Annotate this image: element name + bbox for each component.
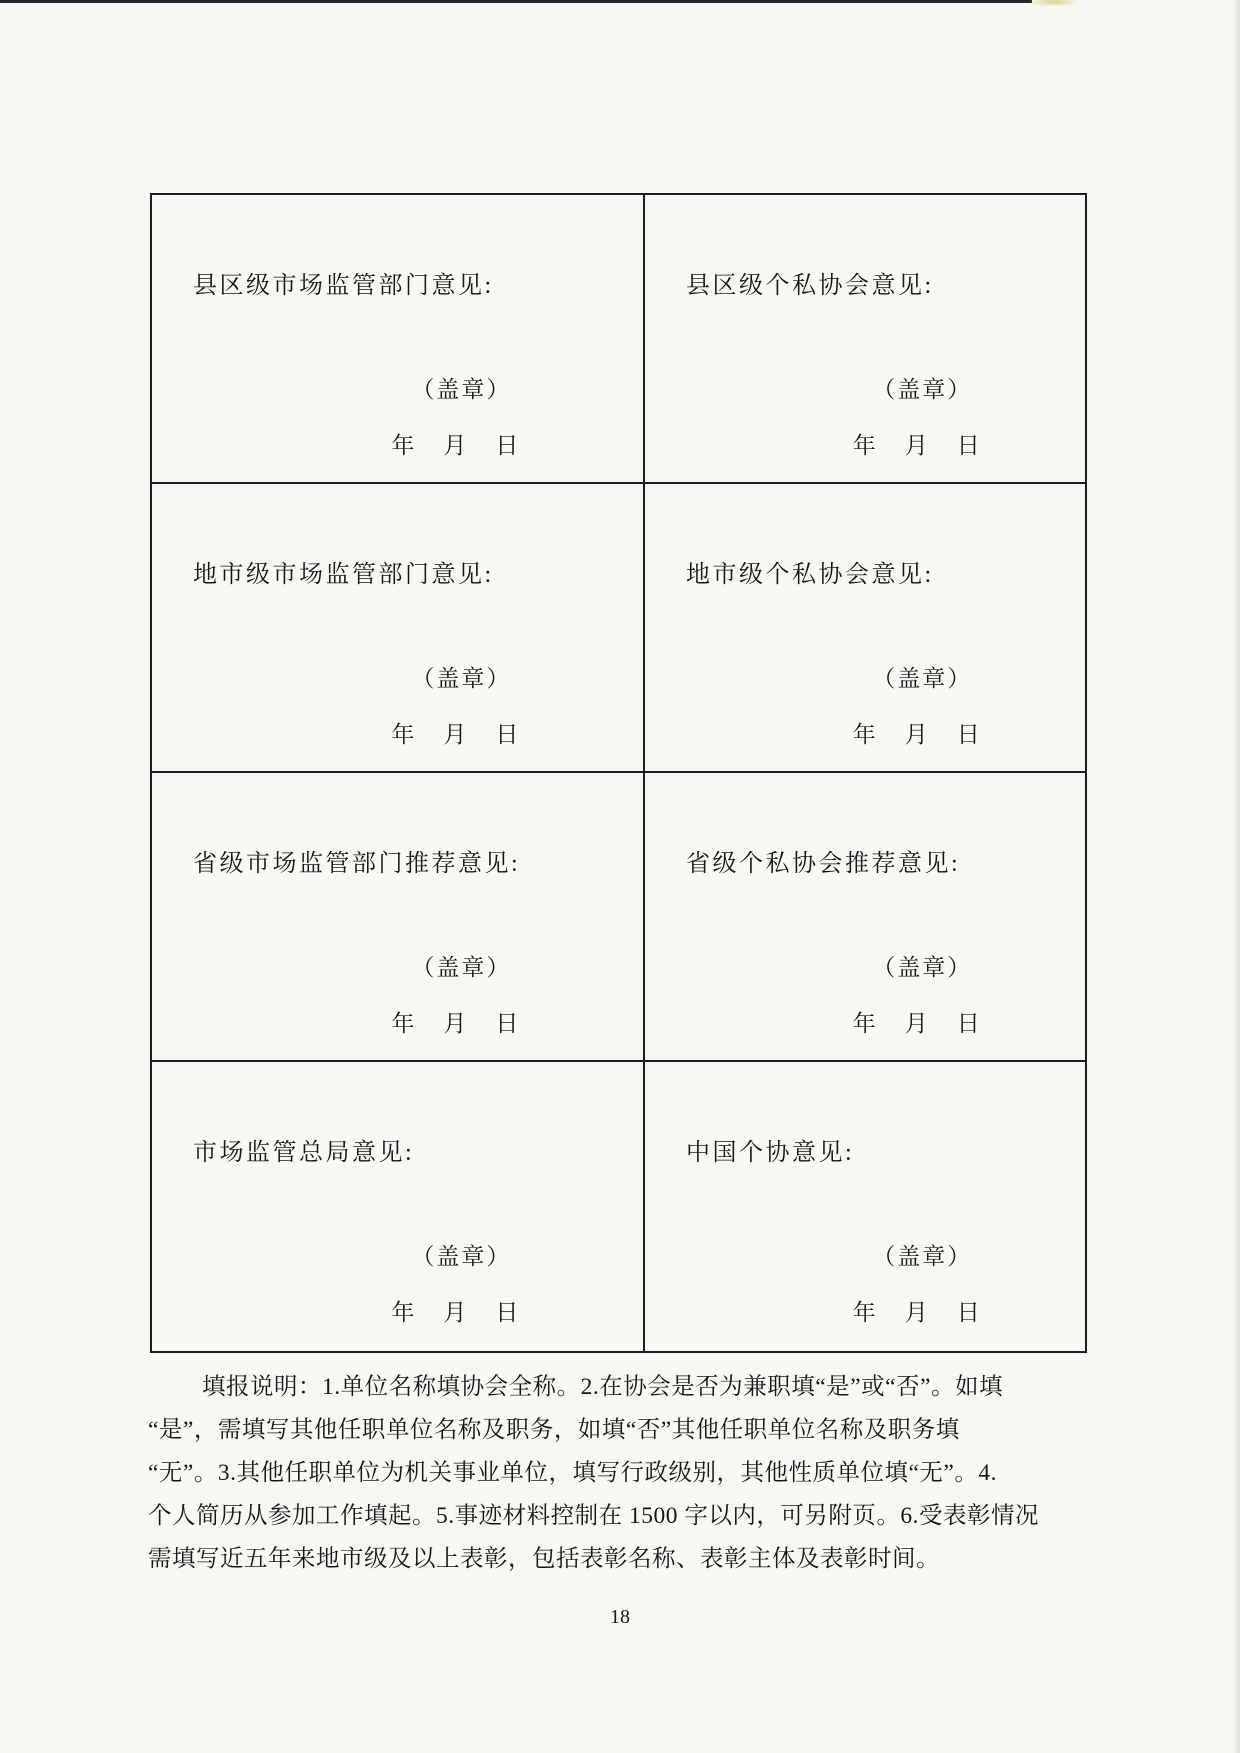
date-placeholder: 年 月 日 [852,1300,983,1325]
cell-province-private-assoc [645,773,1085,1062]
opinion-label-county-private-assoc: 县区级个私协会意见: [686,273,934,299]
note-line: “无”。3.其他任职单位为机关事业单位，填写行政级别，其他性质单位填“无”。4. [148,1460,997,1486]
opinion-label-province-private-assoc: 省级个私协会推荐意见: [686,851,961,877]
opinion-label-province-market-dept: 省级市场监管部门推荐意见: [193,851,521,877]
cell-city-market-dept [152,484,645,773]
date-placeholder: 年 月 日 [391,722,522,747]
cell-county-private-assoc [645,195,1085,484]
opinion-label-china-private-assoc: 中国个协意见: [686,1140,855,1166]
opinion-label-county-market-dept: 县区级市场监管部门意见: [193,273,494,299]
date-placeholder: 年 月 日 [391,1011,522,1036]
date-placeholder: 年 月 日 [852,1011,983,1036]
page-number: 18 [610,1606,630,1628]
scan-artifact-edge-shadow [1233,0,1240,1753]
cell-province-market-dept [152,773,645,1062]
opinion-label-city-market-dept: 地市级市场监管部门意见: [193,562,494,588]
note-line: “是”，需填写其他任职单位名称及职务，如填“否”其他任职单位名称及职务填 [148,1417,960,1443]
seal-placeholder: （盖章） [872,955,973,980]
date-placeholder: 年 月 日 [391,1300,522,1325]
seal-placeholder: （盖章） [411,1244,512,1269]
cell-china-private-assoc [645,1062,1085,1351]
seal-placeholder: （盖章） [411,377,512,402]
note-line: 填报说明：1.单位名称填协会全称。2.在协会是否为兼职填“是”或“否”。如填 [202,1374,1003,1400]
seal-placeholder: （盖章） [872,666,973,691]
opinion-label-city-private-assoc: 地市级个私协会意见: [686,562,934,588]
seal-placeholder: （盖章） [872,1244,973,1269]
cell-samr-headquarters [152,1062,645,1351]
cell-county-market-dept [152,195,645,484]
date-placeholder: 年 月 日 [852,722,983,747]
scan-artifact-smudge [1028,0,1080,7]
cell-city-private-assoc [645,484,1085,773]
date-placeholder: 年 月 日 [391,433,522,458]
scan-artifact-topline [0,0,1032,3]
seal-placeholder: （盖章） [411,666,512,691]
date-placeholder: 年 月 日 [852,433,983,458]
filling-instructions [148,1366,1104,1581]
seal-placeholder: （盖章） [872,377,973,402]
approval-table [150,193,1087,1353]
note-line: 个人简历从参加工作填起。5.事迹材料控制在 1500 字以内，可另附页。6.受表彰情况 [148,1503,1039,1529]
opinion-label-samr-headquarters: 市场监管总局意见: [193,1140,415,1166]
note-line: 需填写近五年来地市级及以上表彰，包括表彰名称、表彰主体及表彰时间。 [148,1546,940,1572]
seal-placeholder: （盖章） [411,955,512,980]
